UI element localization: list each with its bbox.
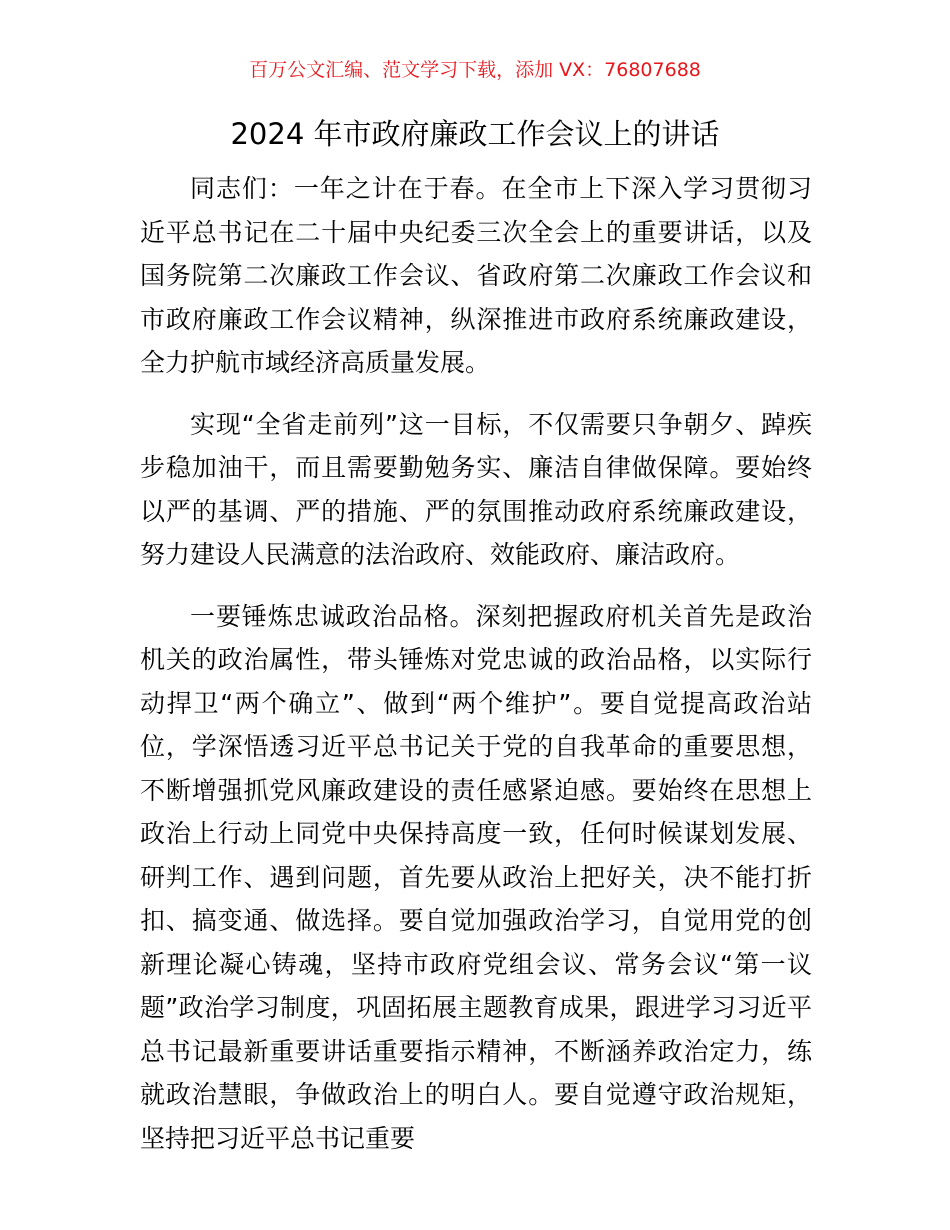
document-title: 2024 年市政府廉政工作会议上的讲话 bbox=[230, 117, 720, 151]
paragraph-goal: 实现“全省走前列”这一目标，不仅需要只争朝夕、踔疾步稳加油干，而且需要勤勉务实、廉洁自律做保障。要始终以严的基调、严的措施、严的氛围推动政府系统廉政建设，努力建设人民满意的法治政府、效能政府、廉洁政府。 bbox=[140, 409, 812, 569]
header-note: 百万公文汇编、范文学习下载，添加 VX：76807688 bbox=[249, 59, 701, 81]
paragraph-greeting: 同志们：一年之计在于春。在全市上下深入学习贯彻习近平总书记在二十届中央纪委三次全会上的重要讲话，以及国务院第二次廉政工作会议、省政府第二次廉政工作会议和市政府廉政工作会议精神，纵深推进市政府系统廉政建设，全力护航市域经济高质量发展。 bbox=[140, 174, 812, 377]
paragraph-political-loyalty: 一要锤炼忠诚政治品格。深刻把握政府机关首先是政治机关的政治属性，带头锤炼对党忠诚的政治品格，以实际行动捍卫“两个确立”、做到“两个维护”。要自觉提高政治站位，学深悟透习近平总书记关于党的自我革命的重要思想，不断增强抓党风廉政建设的责任感紧迫感。要始终在思想上政治上行动上同党中央保持高度一致，任何时候谋划发展、研判工作、遇到问题，首先要从政治上把好关，决不能打折扣、搞变通、做选择。要自觉加强政治学习，自觉用党的创新理论凝心铸魂，坚持市政府党组会议、常务会议“第一议题”政治学习制度，巩固拓展主题教育成果，跟进学习习近平总书记最新重要讲话重要指示精神，不断涵养政治定力，练就政治慧眼，争做政治上的明白人。要自觉遵守政治规矩，坚持把习近平总书记重要 bbox=[140, 601, 812, 1153]
document-body bbox=[140, 167, 812, 1178]
